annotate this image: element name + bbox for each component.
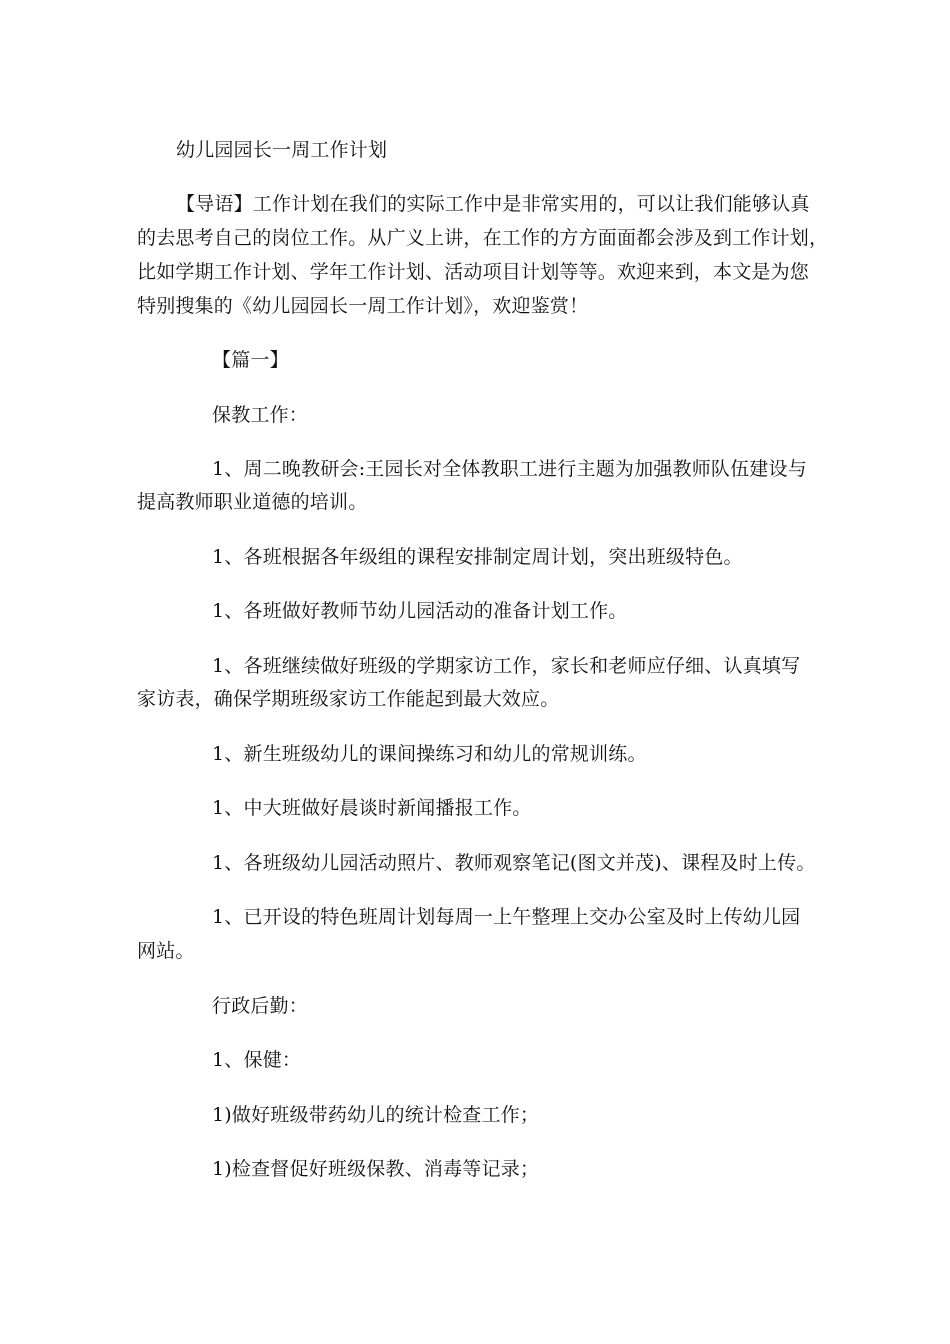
intro-line-4: 特别搜集的《幼儿园园长一周工作计划》，欢迎鉴赏！ [137,295,589,317]
health-heading: 1、保健： [212,1049,302,1071]
teaching-item-2: 1、各班根据各年级组的课程安排制定周计划，突出班级特色。 [212,546,743,568]
teaching-item-4-line-2: 家访表，确保学期班级家访工作能起到最大效应。 [137,688,560,710]
intro-line-3: 比如学期工作计划、学年工作计划、活动项目计划等等。欢迎来到，本文是为您 [137,261,810,283]
teaching-item-1-line-1: 1、周二晚教研会:王园长对全体教职工进行主题为加强教师队伍建设与 [212,458,807,480]
teaching-item-7: 1、各班级幼儿园活动照片、教师观察笔记(图文并茂)、课程及时上传。 [212,852,816,874]
admin-heading: 行政后勤： [212,995,309,1017]
document-title: 幼儿园园长一周工作计划 [176,139,388,161]
teaching-item-1-line-2: 提高教师职业道德的培训。 [137,491,368,513]
section-heading: 【篇一】 [212,349,289,371]
teaching-item-6: 1、中大班做好晨谈时新闻播报工作。 [212,797,532,819]
teaching-item-4-line-1: 1、各班继续做好班级的学期家访工作，家长和老师应仔细、认真填写 [212,655,801,677]
intro-line-2: 的去思考自己的岗位工作。从广义上讲，在工作的方方面面都会涉及到工作计划， [137,227,829,249]
teaching-item-3: 1、各班做好教师节幼儿园活动的准备计划工作。 [212,600,628,622]
teaching-item-5: 1、新生班级幼儿的课间操练习和幼儿的常规训练。 [212,743,647,765]
intro-line-1: 【导语】工作计划在我们的实际工作中是非常实用的，可以让我们能够认真 [176,193,810,215]
health-item-2: 1)检查督促好班级保教、消毒等记录； [212,1158,540,1180]
health-item-1: 1)做好班级带药幼儿的统计检查工作； [212,1104,540,1126]
teaching-item-8-line-2: 网站。 [137,940,195,962]
teaching-item-8-line-1: 1、已开设的特色班周计划每周一上午整理上交办公室及时上传幼儿园 [212,906,801,928]
teaching-heading: 保教工作： [212,404,309,426]
